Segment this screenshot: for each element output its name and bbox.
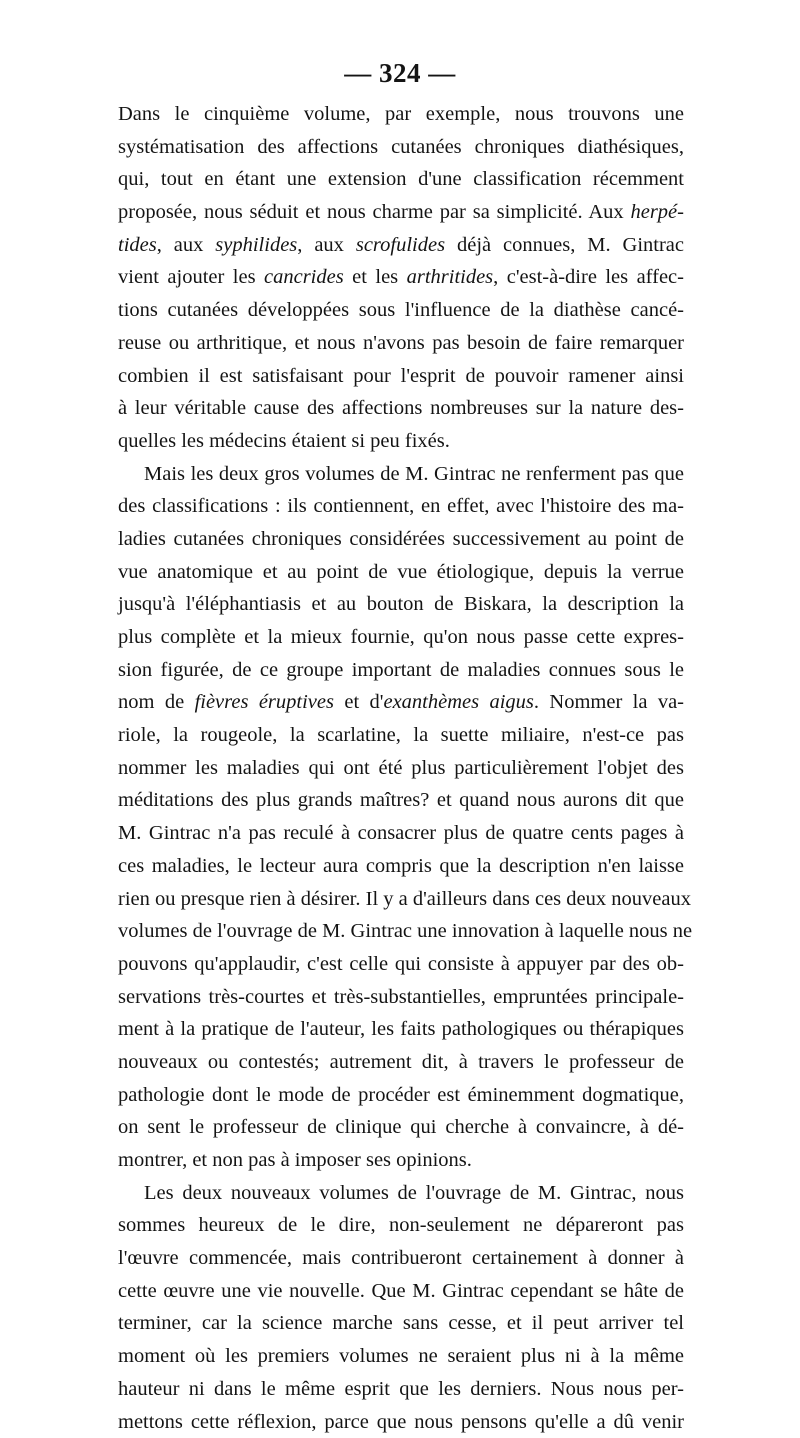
text-line	[118, 425, 684, 458]
text-segment: plus complète et la mieux fournie, qu'on nous passe cette expres-	[118, 626, 684, 648]
text-line	[118, 1046, 684, 1079]
italic-term: cancrides	[264, 266, 344, 288]
text-line	[118, 294, 684, 327]
text-segment: pouvons qu'applaudir, c'est celle qui consiste à appuyer par des ob-	[118, 953, 684, 975]
text-line	[118, 1177, 684, 1210]
text-segment: ces maladies, le lecteur aura compris que la description n'en laisse	[118, 855, 684, 877]
text-segment: déjà connues, M. Gintrac	[445, 234, 684, 256]
text-line	[118, 784, 684, 817]
text-segment: cette œuvre une vie nouvelle. Que M. Gintrac cependant se hâte de	[118, 1280, 684, 1302]
text-line	[118, 1242, 684, 1275]
text-segment: ladies cutanées chroniques considérées successivement au point de	[118, 528, 684, 550]
text-line	[118, 490, 684, 523]
text-line	[118, 261, 684, 294]
text-segment: riole, la rougeole, la scarlatine, la suette miliaire, n'est-ce pas	[118, 724, 684, 746]
text-line	[118, 1373, 684, 1406]
text-segment: qui, tout en étant une extension d'une classification récemment	[118, 168, 684, 190]
text-segment: quelles les médecins étaient si peu fixés.	[118, 430, 450, 452]
text-segment: reuse ou arthritique, et nous n'avons pas besoin de faire remarquer	[118, 332, 684, 354]
text-segment: jusqu'à l'éléphantiasis et au bouton de Biskara, la description la	[118, 593, 684, 615]
text-line	[118, 850, 684, 883]
text-line	[118, 1275, 684, 1308]
text-segment: l'œuvre commencée, mais contribueront certainement à donner à	[118, 1247, 684, 1269]
text-segment: des classifications : ils contiennent, en effet, avec l'histoire des ma-	[118, 495, 684, 517]
text-segment: sion figurée, de ce groupe important de maladies connues sous le	[118, 659, 684, 681]
text-line	[118, 654, 684, 687]
text-line	[118, 327, 684, 360]
text-segment: , aux	[297, 234, 356, 256]
text-segment: nommer les maladies qui ont été plus particulièrement l'objet des	[118, 757, 684, 779]
text-line	[118, 883, 684, 916]
text-line	[118, 1111, 684, 1144]
text-segment: vient ajouter les	[118, 266, 264, 288]
text-line	[118, 458, 684, 491]
text-segment: nouveaux ou contestés; autrement dit, à travers le professeur de	[118, 1051, 684, 1073]
text-segment: Dans le cinquième volume, par exemple, nous trouvons une	[118, 103, 684, 125]
text-line	[118, 981, 684, 1014]
text-segment: combien il est satisfaisant pour l'esprit de pouvoir ramener ainsi	[118, 365, 684, 387]
text-segment: Mais les deux gros volumes de M. Gintrac ne renferment pas que	[144, 463, 684, 485]
text-line	[118, 163, 684, 196]
italic-term: syphilides	[215, 234, 297, 256]
text-line	[118, 229, 684, 262]
body-text	[118, 98, 684, 1438]
text-line	[118, 1340, 684, 1373]
text-line	[118, 1406, 684, 1438]
text-line	[118, 1307, 684, 1340]
text-segment: Les deux nouveaux volumes de l'ouvrage de M. Gintrac, nous	[144, 1182, 684, 1204]
text-line	[118, 1209, 684, 1242]
text-segment: on sent le professeur de clinique qui cherche à convaincre, à dé-	[118, 1116, 684, 1138]
text-segment: hauteur ni dans le même esprit que les derniers. Nous nous per-	[118, 1378, 684, 1400]
text-segment: terminer, car la science marche sans cesse, et il peut arriver tel	[118, 1312, 684, 1334]
text-segment: proposée, nous séduit et nous charme par sa simplicité. Aux	[118, 201, 630, 223]
page-number: — 324 —	[0, 58, 800, 89]
text-line	[118, 196, 684, 229]
text-segment: et d'	[334, 691, 384, 713]
italic-term: fièvres éruptives	[195, 691, 334, 713]
text-segment: sommes heureux de le dire, non-seulement ne dépareront pas	[118, 1214, 684, 1236]
text-segment: systématisation des affections cutanées chroniques diathésiques,	[118, 136, 684, 158]
text-line	[118, 621, 684, 654]
text-segment: montrer, et non pas à imposer ses opinions.	[118, 1149, 472, 1171]
italic-term: exanthèmes aigus	[383, 691, 533, 713]
text-segment: rien ou presque rien à désirer. Il y a d'ailleurs dans ces deux nouveaux	[118, 888, 691, 910]
text-line	[118, 1144, 684, 1177]
text-segment: tions cutanées développées sous l'influence de la diathèse cancé-	[118, 299, 684, 321]
text-line	[118, 686, 684, 719]
text-line	[118, 1079, 684, 1112]
text-line	[118, 392, 684, 425]
italic-term: tides	[118, 234, 157, 256]
text-segment: nom de	[118, 691, 195, 713]
text-line	[118, 915, 684, 948]
text-line	[118, 1013, 684, 1046]
text-segment: M. Gintrac n'a pas reculé à consacrer plus de quatre cents pages à	[118, 822, 684, 844]
text-segment: , aux	[157, 234, 216, 256]
text-segment: mettons cette réflexion, parce que nous pensons qu'elle a dû venir	[118, 1411, 684, 1433]
text-line	[118, 752, 684, 785]
text-line	[118, 523, 684, 556]
text-line	[118, 719, 684, 752]
text-segment: ment à la pratique de l'auteur, les faits pathologiques ou thérapiques	[118, 1018, 684, 1040]
text-segment: , c'est-à-dire les affec-	[493, 266, 684, 288]
italic-term: arthritides	[407, 266, 494, 288]
italic-term: scrofulides	[356, 234, 445, 256]
text-line	[118, 948, 684, 981]
text-line	[118, 360, 684, 393]
text-segment: vue anatomique et au point de vue étiologique, depuis la verrue	[118, 561, 684, 583]
text-segment: volumes de l'ouvrage de M. Gintrac une innovation à laquelle nous ne	[118, 920, 692, 942]
text-line	[118, 588, 684, 621]
text-segment: moment où les premiers volumes ne seraient plus ni à la même	[118, 1345, 684, 1367]
text-segment: et les	[344, 266, 407, 288]
text-segment: pathologie dont le mode de procéder est éminemment dogmatique,	[118, 1084, 684, 1106]
text-line	[118, 98, 684, 131]
text-line	[118, 131, 684, 164]
text-segment: . Nommer la va-	[534, 691, 684, 713]
italic-term: herpé-	[630, 201, 684, 223]
text-segment: à leur véritable cause des affections nombreuses sur la nature des-	[118, 397, 684, 419]
text-line	[118, 817, 684, 850]
text-segment: méditations des plus grands maîtres? et quand nous aurons dit que	[118, 789, 684, 811]
text-segment: servations très-courtes et très-substantielles, empruntées principale-	[118, 986, 684, 1008]
text-line	[118, 556, 684, 589]
